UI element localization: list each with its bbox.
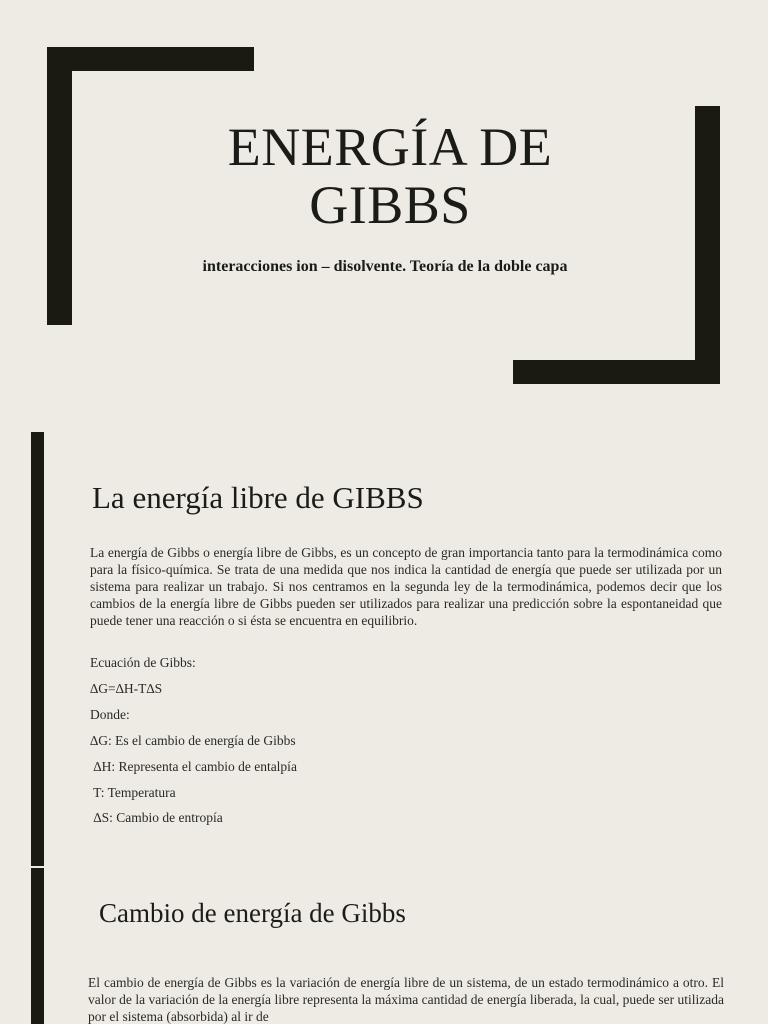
- frame-top-left-vertical: [47, 47, 72, 325]
- title-line-2: GIBBS: [309, 175, 471, 235]
- accent-vertical-bar: [31, 432, 44, 866]
- title-line-1: ENERGÍA DE: [227, 117, 553, 177]
- slide-heading: La energía libre de GIBBS: [92, 480, 424, 515]
- where-label: Donde:: [90, 707, 130, 722]
- term-delta-g: ∆G: Es el cambio de energía de Gibbs: [90, 733, 296, 748]
- term-delta-h: ∆H: Representa el cambio de entalpía: [90, 759, 297, 774]
- content-slide-gibbs-free-energy: [0, 432, 768, 866]
- slide-heading: Cambio de energía de Gibbs: [99, 898, 406, 928]
- frame-bottom-right-vertical: [695, 106, 720, 384]
- page-subtitle: interacciones ion – disolvente. Teoría de la doble capa: [202, 258, 568, 275]
- equation-label: Ecuación de Gibbs:: [90, 655, 196, 670]
- page-title: [160, 118, 620, 234]
- frame-bottom-right-horizontal: [513, 360, 720, 384]
- definition-paragraph: La energía de Gibbs o energía libre de Gibbs, es un concepto de gran importancia tanto para la termodinámica como para la físico-química. Se trata de una medida que nos indica la cantidad de energía que puede ser utilizada por un sistema para realizar un trabajo. Si nos centramos en la segunda ley de la termodinámica, podemos decir que los cambios de la energía libre de Gibbs pueden ser utilizados para realizar una predicción sobre la espontaneidad que puede tener una reacción o si ésta se encuentra en equilibrio.: [90, 545, 722, 628]
- term-delta-s: ∆S: Cambio de entropía: [90, 810, 223, 825]
- term-temperature: T: Temperatura: [90, 785, 176, 800]
- equation: ∆G=∆H-T∆S: [90, 681, 163, 696]
- accent-vertical-bar: [31, 868, 44, 1024]
- title-slide: [0, 0, 768, 420]
- content-slide-gibbs-energy-change: [0, 868, 768, 1024]
- frame-top-left-horizontal: [47, 47, 254, 71]
- definition-paragraph: El cambio de energía de Gibbs es la variación de energía libre de un sistema, de un estado termodinámico a otro. El valor de la variación de la energía libre representa la máxima cantidad de energía liberada, la cual, puede ser utilizada por el sistema (absorbida) al ir de: [88, 975, 724, 1024]
